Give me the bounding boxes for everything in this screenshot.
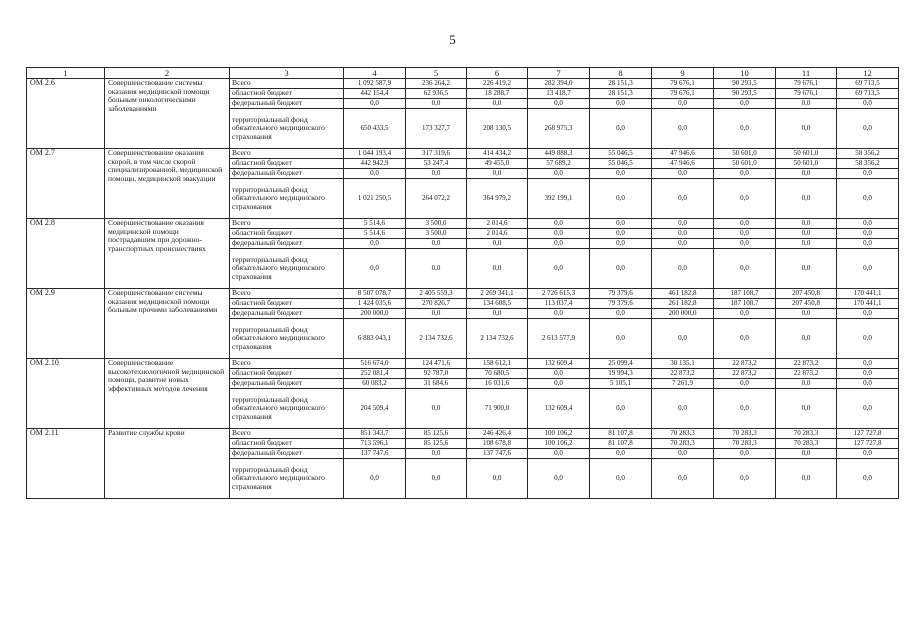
column-header: 12: [837, 68, 899, 79]
amount-cell: 57 689,2: [528, 159, 590, 169]
amount-cell: 22 873,2: [652, 369, 714, 379]
amount-cell: 0,0: [714, 99, 776, 109]
column-header: 2: [105, 68, 230, 79]
amount-cell: 3 500,0: [406, 229, 467, 239]
amount-cell: 0,0: [837, 109, 899, 149]
funding-source: федеральный бюджет: [230, 379, 344, 389]
amount-cell: 0,0: [652, 169, 714, 179]
amount-cell: 8 507 078,7: [344, 289, 406, 299]
amount-cell: 92 787,0: [406, 369, 467, 379]
amount-cell: 0,0: [590, 309, 652, 319]
amount-cell: 0,0: [837, 379, 899, 389]
amount-cell: 0,0: [837, 319, 899, 359]
amount-cell: 364 979,2: [467, 179, 528, 219]
amount-cell: 461 182,8: [652, 289, 714, 299]
amount-cell: 0,0: [776, 449, 837, 459]
amount-cell: 28 151,3: [590, 79, 652, 89]
column-header: 11: [776, 68, 837, 79]
amount-cell: 53 247,4: [406, 159, 467, 169]
amount-cell: 0,0: [776, 219, 837, 229]
amount-cell: 55 046,5: [590, 149, 652, 159]
amount-cell: 0,0: [652, 459, 714, 499]
measure-name: Совершенствование системы оказания медицинской помощи больным прочими заболеваниями: [105, 289, 230, 359]
funding-source: областной бюджет: [230, 229, 344, 239]
amount-cell: 70 680,5: [467, 369, 528, 379]
amount-cell: 442 154,4: [344, 89, 406, 99]
funding-source: федеральный бюджет: [230, 309, 344, 319]
table-row: [27, 79, 899, 89]
amount-cell: 0,0: [406, 309, 467, 319]
amount-cell: 134 608,5: [467, 299, 528, 309]
measure-code: ОМ 2.8: [27, 219, 105, 289]
amount-cell: 0,0: [714, 379, 776, 389]
amount-cell: 0,0: [528, 239, 590, 249]
amount-cell: 5 514,6: [344, 229, 406, 239]
amount-cell: 58 356,2: [837, 159, 899, 169]
amount-cell: 0,0: [776, 239, 837, 249]
amount-cell: 0,0: [714, 389, 776, 429]
amount-cell: 28 151,3: [590, 89, 652, 99]
amount-cell: 47 946,6: [652, 149, 714, 159]
amount-cell: 208 130,5: [467, 109, 528, 149]
funding-source: федеральный бюджет: [230, 99, 344, 109]
funding-source: Всего: [230, 359, 344, 369]
funding-source: Всего: [230, 289, 344, 299]
amount-cell: 16 031,6: [467, 379, 528, 389]
amount-cell: 30 135,1: [652, 359, 714, 369]
amount-cell: 6 883 043,1: [344, 319, 406, 359]
amount-cell: 0,0: [714, 309, 776, 319]
column-header: 3: [230, 68, 344, 79]
measure-code: ОМ 2.6: [27, 79, 105, 149]
funding-source: территориальный фонд обязательного медицинского страхования: [230, 319, 344, 359]
amount-cell: 70 283,3: [652, 429, 714, 439]
funding-source: областной бюджет: [230, 369, 344, 379]
funding-source: областной бюджет: [230, 299, 344, 309]
funding-source: федеральный бюджет: [230, 449, 344, 459]
amount-cell: 132 609,4: [528, 389, 590, 429]
amount-cell: 85 125,6: [406, 439, 467, 449]
amount-cell: 1 021 250,5: [344, 179, 406, 219]
amount-cell: 0,0: [776, 389, 837, 429]
amount-cell: 207 450,8: [776, 299, 837, 309]
amount-cell: 261 182,8: [652, 299, 714, 309]
amount-cell: 7 261,9: [652, 379, 714, 389]
amount-cell: 0,0: [837, 219, 899, 229]
amount-cell: 79 676,1: [776, 79, 837, 89]
amount-cell: 173 327,7: [406, 109, 467, 149]
amount-cell: 0,0: [590, 169, 652, 179]
amount-cell: 71 900,0: [467, 389, 528, 429]
measure-name: Совершенствование высокотехнологичной медицинской помощи, развитие новых эффективных методов лечения: [105, 359, 230, 429]
amount-cell: 187 108,7: [714, 299, 776, 309]
amount-cell: 0,0: [837, 249, 899, 289]
amount-cell: 0,0: [837, 239, 899, 249]
table-row: [27, 289, 899, 299]
amount-cell: 0,0: [528, 379, 590, 389]
column-header: 7: [528, 68, 590, 79]
amount-cell: 100 106,2: [528, 429, 590, 439]
amount-cell: 0,0: [590, 109, 652, 149]
amount-cell: 0,0: [590, 229, 652, 239]
amount-cell: 0,0: [528, 459, 590, 499]
amount-cell: 0,0: [837, 389, 899, 429]
amount-cell: 0,0: [590, 449, 652, 459]
measure-code: ОМ 2.7: [27, 149, 105, 219]
amount-cell: 0,0: [837, 449, 899, 459]
measure-name: Развитие службы крови: [105, 429, 230, 499]
amount-cell: 0,0: [776, 109, 837, 149]
amount-cell: 31 684,6: [406, 379, 467, 389]
amount-cell: 0,0: [652, 99, 714, 109]
amount-cell: 0,0: [652, 229, 714, 239]
amount-cell: 264 072,2: [406, 179, 467, 219]
amount-cell: 0,0: [714, 179, 776, 219]
amount-cell: 62 936,5: [406, 89, 467, 99]
measure-name: Совершенствование оказания медицинской помощи пострадавшим при дорожно-транспортных происшествиях: [105, 219, 230, 289]
amount-cell: 2 134 732,6: [467, 319, 528, 359]
amount-cell: 108 678,8: [467, 439, 528, 449]
amount-cell: 22 873,2: [776, 359, 837, 369]
amount-cell: 22 873,2: [714, 369, 776, 379]
table-row: [27, 149, 899, 159]
amount-cell: 0,0: [590, 179, 652, 219]
amount-cell: 70 283,3: [776, 439, 837, 449]
amount-cell: 2 405 559,3: [406, 289, 467, 299]
amount-cell: 442 942,9: [344, 159, 406, 169]
amount-cell: 317 319,6: [406, 149, 467, 159]
column-header: 1: [27, 68, 105, 79]
amount-cell: 2 014,6: [467, 219, 528, 229]
amount-cell: 0,0: [467, 239, 528, 249]
amount-cell: 0,0: [714, 169, 776, 179]
amount-cell: 0,0: [776, 319, 837, 359]
amount-cell: 0,0: [467, 459, 528, 499]
amount-cell: 132 609,4: [528, 359, 590, 369]
funding-source: федеральный бюджет: [230, 169, 344, 179]
amount-cell: 90 293,5: [714, 79, 776, 89]
amount-cell: 0,0: [467, 169, 528, 179]
amount-cell: 79 676,1: [652, 79, 714, 89]
amount-cell: 0,0: [652, 179, 714, 219]
amount-cell: 0,0: [776, 99, 837, 109]
table-row: [27, 429, 899, 439]
amount-cell: 0,0: [344, 239, 406, 249]
amount-cell: 50 601,0: [714, 159, 776, 169]
amount-cell: 137 747,6: [467, 449, 528, 459]
amount-cell: 200 000,0: [652, 309, 714, 319]
amount-cell: 19 994,3: [590, 369, 652, 379]
amount-cell: 137 747,6: [344, 449, 406, 459]
amount-cell: 60 083,2: [344, 379, 406, 389]
amount-cell: 0,0: [590, 219, 652, 229]
amount-cell: 50 601,0: [776, 149, 837, 159]
amount-cell: 5 514,6: [344, 219, 406, 229]
amount-cell: 0,0: [714, 219, 776, 229]
amount-cell: 516 674,0: [344, 359, 406, 369]
column-header: 8: [590, 68, 652, 79]
amount-cell: 22 873,2: [776, 369, 837, 379]
amount-cell: 0,0: [406, 459, 467, 499]
amount-cell: 79 676,1: [776, 89, 837, 99]
amount-cell: 69 713,5: [837, 89, 899, 99]
amount-cell: 18 288,7: [467, 89, 528, 99]
amount-cell: 113 037,4: [528, 299, 590, 309]
measure-code: ОМ 2.10: [27, 359, 105, 429]
column-header: 5: [406, 68, 467, 79]
amount-cell: 0,0: [776, 179, 837, 219]
amount-cell: 0,0: [528, 169, 590, 179]
amount-cell: 0,0: [406, 449, 467, 459]
amount-cell: 449 888,3: [528, 149, 590, 159]
amount-cell: 0,0: [837, 369, 899, 379]
amount-cell: 0,0: [714, 229, 776, 239]
table-row: [27, 359, 899, 369]
amount-cell: 0,0: [714, 249, 776, 289]
amount-cell: 0,0: [467, 99, 528, 109]
amount-cell: 851 343,7: [344, 429, 406, 439]
column-header: 10: [714, 68, 776, 79]
amount-cell: 0,0: [406, 249, 467, 289]
amount-cell: 0,0: [776, 459, 837, 499]
amount-cell: 127 727,8: [837, 439, 899, 449]
amount-cell: 70 283,3: [714, 429, 776, 439]
amount-cell: 90 293,5: [714, 89, 776, 99]
amount-cell: 47 946,6: [652, 159, 714, 169]
amount-cell: 0,0: [528, 309, 590, 319]
amount-cell: 0,0: [837, 169, 899, 179]
funding-source: Всего: [230, 429, 344, 439]
measure-code: ОМ 2.9: [27, 289, 105, 359]
amount-cell: 0,0: [837, 229, 899, 239]
amount-cell: 1 044 193,4: [344, 149, 406, 159]
amount-cell: 0,0: [590, 239, 652, 249]
amount-cell: 226 419,2: [467, 79, 528, 89]
amount-cell: 50 601,0: [776, 159, 837, 169]
amount-cell: 1 092 587,9: [344, 79, 406, 89]
amount-cell: 236 264,2: [406, 79, 467, 89]
funding-source: Всего: [230, 219, 344, 229]
amount-cell: 0,0: [837, 99, 899, 109]
amount-cell: 100 106,2: [528, 439, 590, 449]
amount-cell: 70 283,3: [776, 429, 837, 439]
amount-cell: 79 379,6: [590, 289, 652, 299]
amount-cell: 0,0: [406, 99, 467, 109]
amount-cell: 22 873,2: [714, 359, 776, 369]
amount-cell: 2 134 732,6: [406, 319, 467, 359]
amount-cell: 268 975,3: [528, 109, 590, 149]
amount-cell: 0,0: [528, 249, 590, 289]
amount-cell: 70 283,3: [714, 439, 776, 449]
amount-cell: 0,0: [590, 459, 652, 499]
page-number: 5: [449, 32, 456, 47]
amount-cell: 270 826,7: [406, 299, 467, 309]
amount-cell: 0,0: [528, 449, 590, 459]
funding-source: территориальный фонд обязательного медицинского страхования: [230, 109, 344, 149]
amount-cell: 0,0: [590, 99, 652, 109]
amount-cell: 0,0: [406, 239, 467, 249]
amount-cell: 0,0: [837, 309, 899, 319]
amount-cell: 70 283,3: [652, 439, 714, 449]
amount-cell: 282 394,0: [528, 79, 590, 89]
funding-source: федеральный бюджет: [230, 239, 344, 249]
table-row: [27, 219, 899, 229]
amount-cell: 0,0: [528, 229, 590, 239]
amount-cell: 0,0: [652, 249, 714, 289]
amount-cell: 0,0: [528, 99, 590, 109]
funding-source: областной бюджет: [230, 89, 344, 99]
amount-cell: 5 105,1: [590, 379, 652, 389]
amount-cell: 0,0: [837, 179, 899, 219]
amount-cell: 207 450,8: [776, 289, 837, 299]
column-header: 9: [652, 68, 714, 79]
funding-source: областной бюджет: [230, 159, 344, 169]
amount-cell: 0,0: [590, 319, 652, 359]
amount-cell: 2 014,6: [467, 229, 528, 239]
header-row: [27, 68, 899, 79]
amount-cell: 25 099,4: [590, 359, 652, 369]
funding-source: территориальный фонд обязательного медицинского страхования: [230, 179, 344, 219]
amount-cell: 0,0: [467, 249, 528, 289]
amount-cell: 158 612,1: [467, 359, 528, 369]
table-body: [27, 68, 899, 499]
amount-cell: 252 081,4: [344, 369, 406, 379]
funding-source: Всего: [230, 79, 344, 89]
amount-cell: 0,0: [714, 449, 776, 459]
amount-cell: 0,0: [590, 249, 652, 289]
amount-cell: 650 433,5: [344, 109, 406, 149]
amount-cell: 392 199,1: [528, 179, 590, 219]
column-header: 4: [344, 68, 406, 79]
funding-source: Всего: [230, 149, 344, 159]
amount-cell: 124 471,6: [406, 359, 467, 369]
amount-cell: 0,0: [714, 109, 776, 149]
amount-cell: 170 441,1: [837, 299, 899, 309]
amount-cell: 170 441,1: [837, 289, 899, 299]
amount-cell: 79 379,6: [590, 299, 652, 309]
column-header: 6: [467, 68, 528, 79]
amount-cell: 0,0: [344, 99, 406, 109]
amount-cell: 127 727,8: [837, 429, 899, 439]
amount-cell: 0,0: [344, 459, 406, 499]
funding-source: территориальный фонд обязательного медицинского страхования: [230, 389, 344, 429]
funding-source: областной бюджет: [230, 439, 344, 449]
measure-name: Совершенствование оказания скорой, в том числе скорой специализированной, медицинской помощи, медицинской эвакуации: [105, 149, 230, 219]
amount-cell: 85 125,6: [406, 429, 467, 439]
amount-cell: 13 418,7: [528, 89, 590, 99]
amount-cell: 0,0: [528, 369, 590, 379]
amount-cell: 0,0: [652, 109, 714, 149]
amount-cell: 0,0: [776, 229, 837, 239]
amount-cell: 0,0: [776, 309, 837, 319]
amount-cell: 1 424 035,6: [344, 299, 406, 309]
amount-cell: 2 613 577,9: [528, 319, 590, 359]
budget-table: [26, 67, 899, 499]
amount-cell: 2 269 341,1: [467, 289, 528, 299]
amount-cell: 414 434,2: [467, 149, 528, 159]
amount-cell: 0,0: [652, 319, 714, 359]
amount-cell: 0,0: [776, 379, 837, 389]
amount-cell: 0,0: [652, 389, 714, 429]
amount-cell: 0,0: [590, 389, 652, 429]
funding-source: территориальный фонд обязательного медицинского страхования: [230, 249, 344, 289]
amount-cell: 0,0: [652, 239, 714, 249]
amount-cell: 69 713,5: [837, 79, 899, 89]
amount-cell: 0,0: [406, 389, 467, 429]
funding-source: территориальный фонд обязательного медицинского страхования: [230, 459, 344, 499]
amount-cell: 0,0: [406, 169, 467, 179]
measure-code: ОМ 2.11: [27, 429, 105, 499]
measure-name: Совершенствование системы оказания медицинской помощи больным онкологическими заболеваниями: [105, 79, 230, 149]
amount-cell: 0,0: [776, 169, 837, 179]
amount-cell: 55 046,5: [590, 159, 652, 169]
amount-cell: 0,0: [467, 309, 528, 319]
amount-cell: 246 426,4: [467, 429, 528, 439]
amount-cell: 713 596,1: [344, 439, 406, 449]
amount-cell: 0,0: [714, 239, 776, 249]
amount-cell: 187 108,7: [714, 289, 776, 299]
amount-cell: 0,0: [837, 459, 899, 499]
amount-cell: 81 107,8: [590, 439, 652, 449]
amount-cell: 0,0: [652, 449, 714, 459]
amount-cell: 49 455,0: [467, 159, 528, 169]
amount-cell: 204 509,4: [344, 389, 406, 429]
amount-cell: 58 356,2: [837, 149, 899, 159]
amount-cell: 0,0: [528, 219, 590, 229]
amount-cell: 81 107,8: [590, 429, 652, 439]
amount-cell: 0,0: [714, 459, 776, 499]
amount-cell: 0,0: [344, 249, 406, 289]
amount-cell: 0,0: [776, 249, 837, 289]
amount-cell: 79 676,1: [652, 89, 714, 99]
amount-cell: 200 000,0: [344, 309, 406, 319]
amount-cell: 0,0: [344, 169, 406, 179]
amount-cell: 50 601,0: [714, 149, 776, 159]
amount-cell: 0,0: [652, 219, 714, 229]
amount-cell: 3 500,0: [406, 219, 467, 229]
amount-cell: 2 726 615,3: [528, 289, 590, 299]
amount-cell: 0,0: [714, 319, 776, 359]
amount-cell: 0,0: [837, 359, 899, 369]
